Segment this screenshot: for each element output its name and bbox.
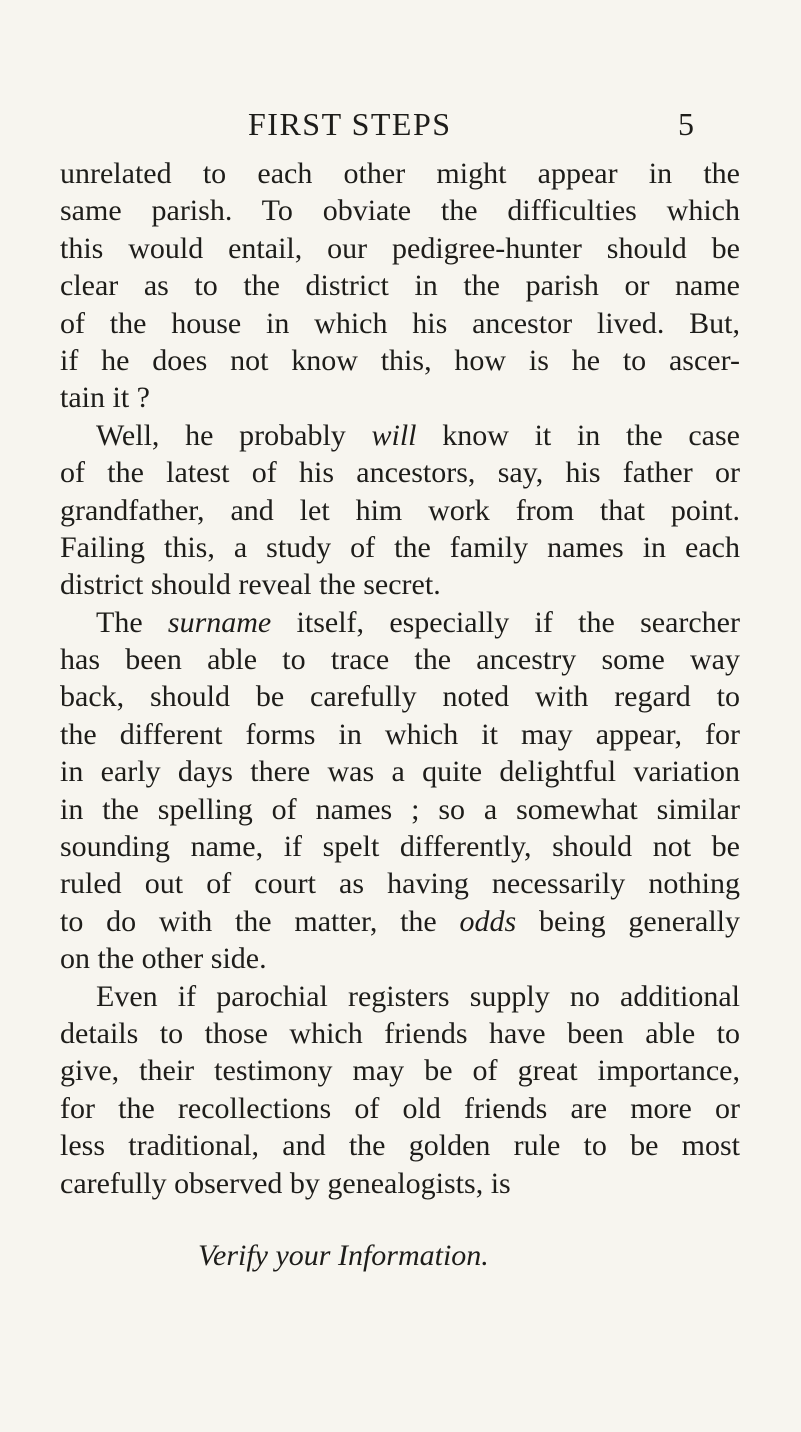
text-segment: being generally: [516, 904, 740, 938]
page-number: 5: [678, 106, 694, 142]
text-line: ruled out of court as having necessarily nothing: [60, 867, 740, 901]
text-line: same parish. To obviate the difficulties which: [60, 194, 740, 228]
italic-word: odds: [459, 904, 517, 938]
text-line: in early days there was a quite delightful variation: [60, 755, 740, 789]
italic-word: will: [371, 418, 417, 452]
text-line: less traditional, and the golden rule to be most: [60, 1129, 740, 1163]
text-line: unrelated to each other might appear in the: [60, 157, 740, 190]
text-line: in the spelling of names ; so a somewhat similar: [60, 792, 740, 826]
text-line: on the other side.: [60, 942, 267, 976]
running-head: [0, 102, 801, 146]
text-line: [60, 903, 740, 940]
text-line: Even if parochial registers supply no additional: [96, 979, 740, 1013]
text-line: this would entail, our pedigree-hunter should be: [60, 231, 740, 265]
body-text: [60, 155, 740, 1202]
chapter-title: FIRST STEPS: [248, 106, 452, 142]
text-line: carefully observed by genealogists, is: [60, 1166, 511, 1200]
text-line: if he does not know this, how is he to ascer-: [60, 343, 740, 377]
closing-motto: Verify your Information.: [198, 1239, 489, 1272]
text-line: [60, 417, 740, 454]
text-segment: know it in the case: [416, 418, 740, 452]
text-line: for the recollections of old friends are more or: [60, 1091, 740, 1125]
text-line: back, should be carefully noted with regard to: [60, 680, 740, 714]
text-line: [60, 604, 740, 641]
text-line: has been able to trace the ancestry some way: [60, 643, 740, 677]
text-line: sounding name, if spelt differently, should not be: [60, 830, 740, 864]
text-line: grandfather, and let him work from that point.: [60, 493, 740, 527]
text-line: clear as to the district in the parish or name: [60, 269, 740, 303]
text-segment: itself, especially if the searcher: [271, 605, 740, 639]
text-line: of the latest of his ancestors, say, his father or: [60, 456, 740, 490]
text-line: tain it ?: [60, 381, 150, 415]
text-line: give, their testimony may be of great importance,: [60, 1054, 740, 1088]
text-segment: to do with the matter, the: [60, 904, 460, 938]
italic-word: surname: [167, 605, 272, 639]
text-line: Failing this, a study of the family names in each: [60, 530, 740, 564]
text-line: the different forms in which it may appear, for: [60, 717, 740, 751]
text-segment: The: [96, 605, 168, 639]
text-line: district should reveal the secret.: [60, 568, 441, 602]
text-line: details to those which friends have been able to: [60, 1016, 740, 1050]
text-segment: Well, he probably: [96, 418, 372, 452]
text-line: of the house in which his ancestor lived. But,: [60, 306, 740, 340]
